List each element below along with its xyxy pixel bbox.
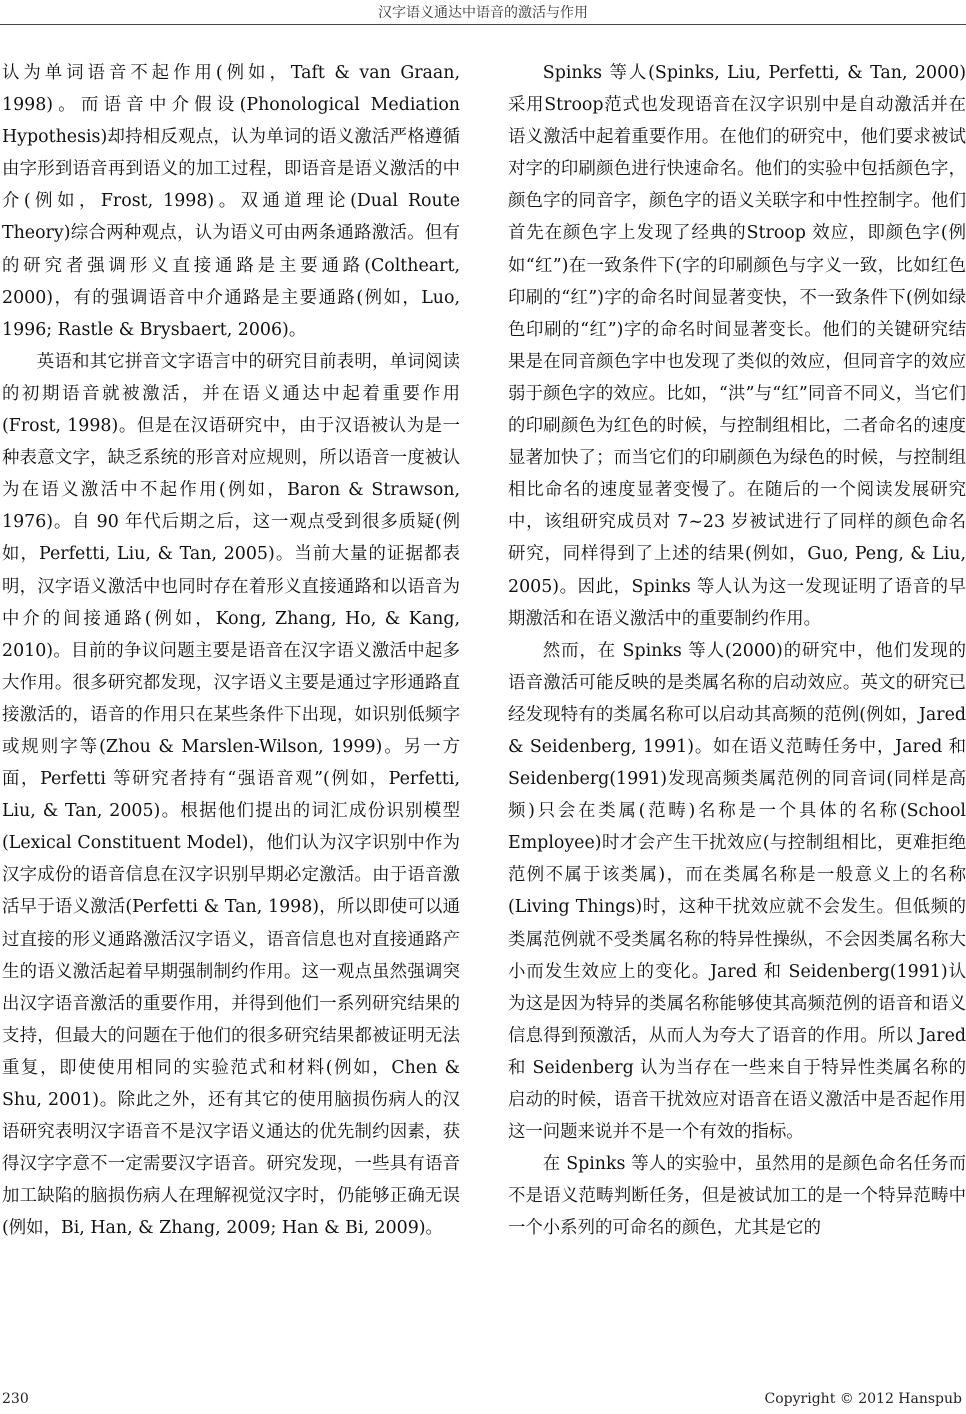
- header-rule: [0, 24, 966, 25]
- copyright-notice: Copyright © 2012 Hanspub: [764, 1391, 962, 1407]
- left-column: [2, 57, 460, 1244]
- right-paragraph-3: 在 Spinks 等人的实验中，虽然用的是颜色命名任务而不是语义范畴判断任务，但是被试加工的是一个特异范畴中一个小系列的可命名的颜色，尤其是它的: [508, 1154, 966, 1239]
- right-paragraph-2: 然而，在 Spinks 等人(2000)的研究中，他们发现的语音激活可能反映的是类属名称的启动效应。英文的研究已经发现特有的类属名称可以启动其高频的范例(例如，Jared & Seidenberg, 1991)。如在语义范畴任务中，Jared 和 Seidenberg(1991)发现高频类属范例的同音词(同样是高频)只会在类属(范畴)名称是一个具体的名称(School Employee)时才会产生干扰效应(与控制组相比，更难拒绝范例不属于该类属)，而在类属名称是一般意义上的名称(Living Things)时，这种干扰效应就不会发生。但低频的类属范例就不受类属名称的特异性操纵，不会因类属名称大小而发生效应上的变化。Jared 和 Seidenberg(1991)认为这是因为特异的类属名称能够使其高频范例的语音和语义信息得到预激活，从而人为夸大了语音的作用。所以 Jared 和 Seidenberg 认为当存在一些来自于特异性类属名称的启动的时候，语音干扰效应对语音在语义激活中是否起作用这一问题来说并不是一个有效的指标。: [508, 640, 966, 1143]
- left-paragraph-1: 认为单词语音不起作用(例如，Taft & van Graan, 1998)。而语音中介假设(Phonological Mediation Hypothesis)却持相反观点，认为单词的语义激活严格遵循由字形到语音再到语义的加工过程，即语音是语义激活的中介(例如，Frost, 1998)。双通道理论(Dual Route Theory)综合两种观点，认为语义可由两条通路激活。但有的研究者强调形义直接通路是主要通路(Coltheart, 2000)，有的强调语音中介通路是主要通路(例如，Luo, 1996; Rastle & Brysbaert, 2006)。: [2, 63, 460, 340]
- right-column: [508, 57, 966, 1244]
- running-title: 汉字语义通达中语音的激活与作用: [378, 5, 588, 21]
- left-paragraph-2: 英语和其它拼音文字语言中的研究目前表明，单词阅读的初期语音就被激活，并在语义通达中起着重要作用(Frost, 1998)。但是在汉语研究中，由于汉语被认为是一种表意文字，缺乏系统的形音对应规则，所以语音一度被认为在语义激活中不起作用(例如，Baron & Strawson, 1976)。自 90 年代后期之后，这一观点受到很多质疑(例如，Perfetti, Liu, & Tan, 2005)。当前大量的证据都表明，汉字语义激活中也同时存在着形义直接通路和以语音为中介的间接通路(例如，Kong, Zhang, Ho, & Kang, 2010)。目前的争议问题主要是语音在汉字语义激活中起多大作用。很多研究都发现，汉字语义主要是通过字形通路直接激活的，语音的作用只在某些条件下出现，如识别低频字或规则字等(Zhou & Marslen-Wilson, 1999)。另一方面，Perfetti 等研究者持有“强语音观”(例如，Perfetti, Liu, & Tan, 2005)。根据他们提出的词汇成份识别模型(Lexical Constituent Model)，他们认为汉字识别中作为汉字成份的语音信息在汉字识别早期必定激活。由于语音激活早于语义激活(Perfetti & Tan, 1998)，所以即使可以通过直接的形义通路激活汉字语义，语音信息也对直接通路产生的语义激活起着早期强制制约作用。这一观点虽然强调突出汉字语音激活的重要作用，并得到他们一系列研究结果的支持，但最大的问题在于他们的很多研究结果都被证明无法重复，即使使用相同的实验范式和材料(例如，Chen & Shu, 2001)。除此之外，还有其它的使用脑损伤病人的汉语研究表明汉字语音不是汉字语义通达的优先制约因素，获得汉字字意不一定需要汉字语音。研究发现，一些具有语音加工缺陷的脑损伤病人在理解视觉汉字时，仍能够正确无误(例如，Bi, Han, & Zhang, 2009; Han & Bi, 2009)。: [2, 351, 460, 1239]
- page-number: 230: [2, 1391, 29, 1407]
- right-paragraph-1: Spinks 等人(Spinks, Liu, Perfetti, & Tan, 2000)采用Stroop范式也发现语音在汉字识别中是自动激活并在语义激活中起着重要作用。在他们的研究中，他们要求被试对字的印刷颜色进行快速命名。他们的实验中包括颜色字，颜色字的同音字，颜色字的语义关联字和中性控制字。他们首先在颜色字上发现了经典的Stroop 效应，即颜色字(例如“红”)在一致条件下(字的印刷颜色与字义一致，比如红色印刷的“红”)字的命名时间显著变快，不一致条件下(例如绿色印刷的“红”)字的命名时间显著变长。他们的关键研究结果是在同音颜色字中也发现了类似的效应，但同音字的效应弱于颜色字的效应。比如，“洪”与“红”同音不同义，当它们的印刷颜色为红色的时候，与控制组相比，二者命名的速度显著加快了；而当它们的印刷颜色为绿色的时候，与控制组相比命名的速度显著变慢了。在随后的一个阅读发展研究中，该组研究成员对 7~23 岁被试进行了同样的颜色命名研究，同样得到了上述的结果(例如，Guo, Peng, & Liu, 2005)。因此，Spinks 等人认为这一发现证明了语音的早期激活和在语义激活中的重要制约作用。: [508, 63, 966, 629]
